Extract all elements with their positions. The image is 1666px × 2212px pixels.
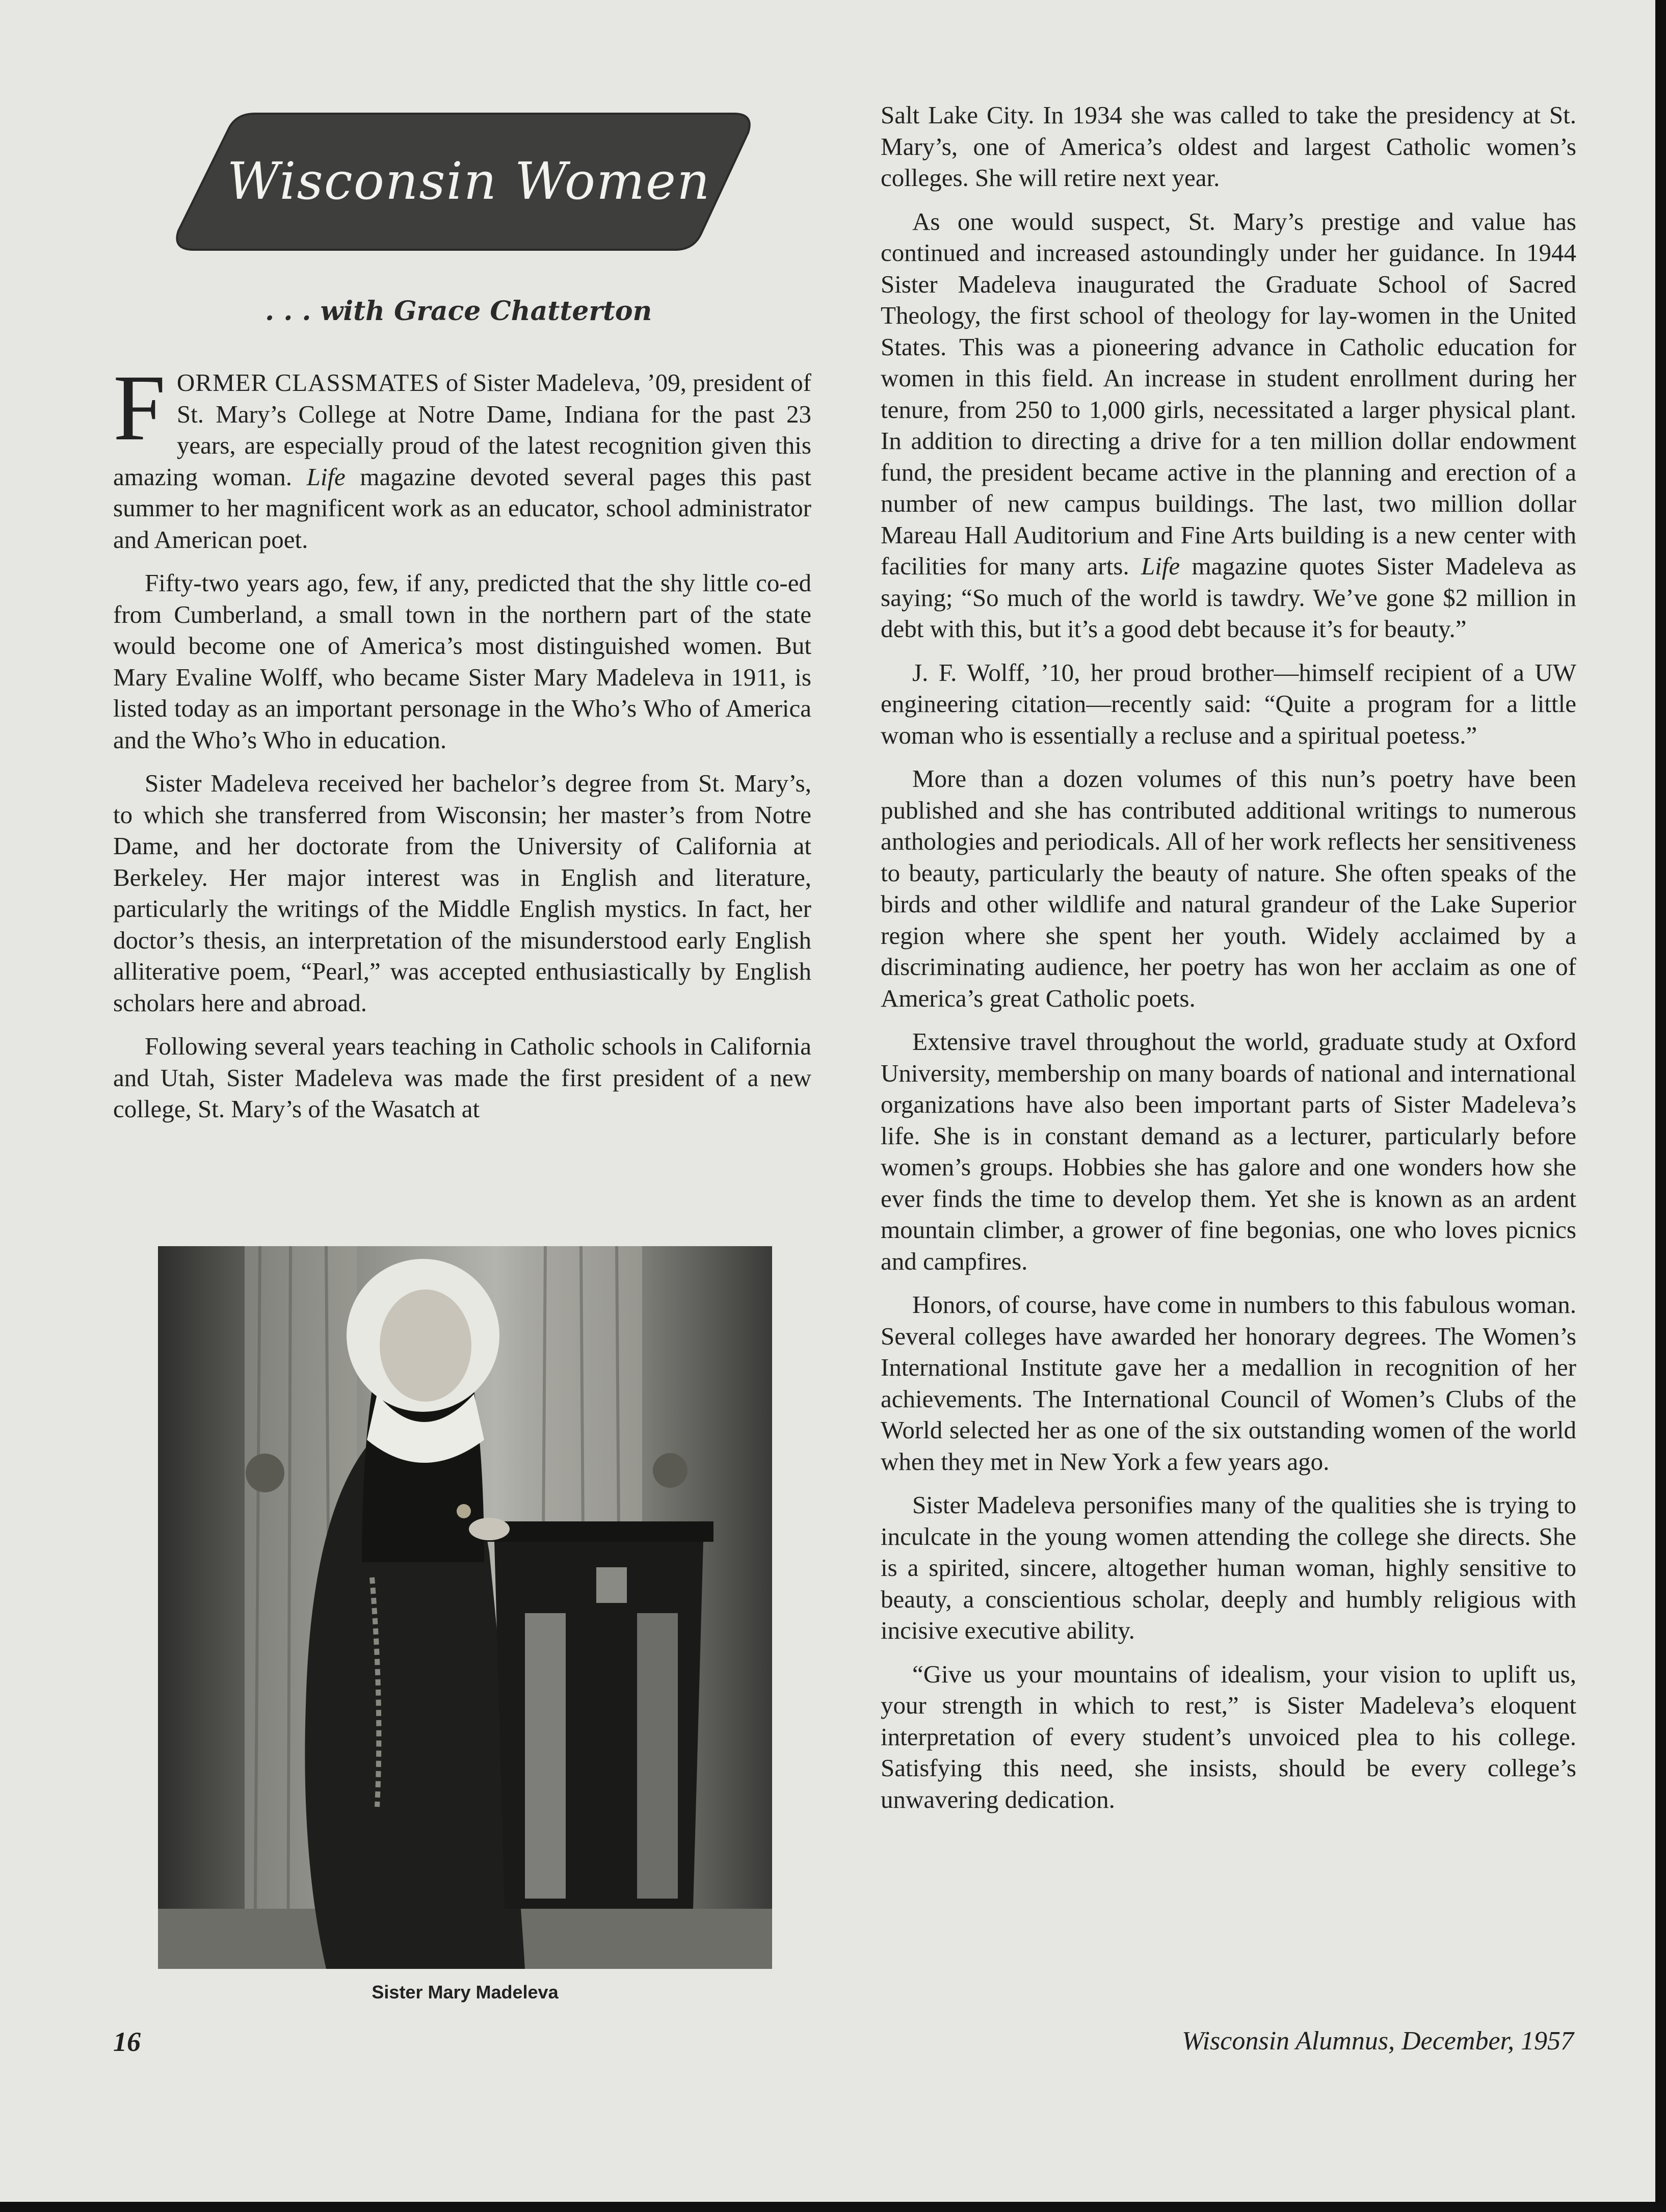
life-magazine: Life [306, 462, 346, 491]
paragraph-9: Extensive travel throughout the world, graduate study at Oxford University, membership on many boards of national and international organizations have also been important parts of Sister Madeleva’s life. She is in constant demand as a lecturer, particularly before women’s groups. Hobbies she has galore and one wonders how she ever finds the time to develop them. Yet she is known as an ardent mountain climber, a grower of fine begonias, one who loves picnics and campfires. [881, 1028, 1576, 1275]
paragraph-12: “Give us your mountains of idealism, your vision to uplift us, your strength in which to rest,” is Sister Madeleva’s eloquent interpretation of every student’s unvoiced plea to his college. Satisfying this need, she insists, should be every college’s unwavering dedication. [881, 1660, 1576, 1813]
title-banner [168, 104, 759, 257]
lead-in: ORMER CLASSMATES [176, 368, 440, 397]
paragraph-7: J. F. Wolff, ’10, her proud brother—himself recipient of a UW engineering citation—recently said: “Quite a program for a little woman who is essentially a recluse and a spiritual poetess.” [881, 658, 1576, 749]
paragraph-1 [113, 356, 811, 555]
page-number: 16 [113, 2026, 141, 2057]
paragraph-2: Fifty-two years ago, few, if any, predicted that the shy little co-ed from Cumberland, a small town in the northern part of the state would become one of America’s most distinguished women. But Mary Evaline Wolff, who became Sister Mary Madeleva in 1911, is listed today as an important personage in the Who’s Who of America and the Who’s Who in education. [113, 569, 811, 754]
photo-illustration [158, 1246, 772, 1969]
page-title: Wisconsin Women [227, 151, 711, 211]
paragraph-6-text-b: magazine quotes Sister Madeleva as saying; “So much of the world is tawdry. We’ve gone $2 million in debt with this, but it’s a good debt because it’s for beauty.” [881, 552, 1577, 643]
paragraph-1-text: of Sister Madeleva, ’09, president of St. Mary’s College at Notre Dame, Indiana for the past 23 years, are especially proud of the latest recognition given this amazing woman. [113, 368, 811, 491]
publication-footer: Wisconsin Alumnus, December, 1957 [1182, 2026, 1574, 2056]
paragraph-5: Salt Lake City. In 1934 she was called to take the presidency at St. Mary’s, one of America’s oldest and largest Catholic women’s colleges. She will retire next year. [881, 101, 1576, 192]
photo-caption: Sister Mary Madeleva [372, 1982, 559, 2003]
paragraph-4: Following several years teaching in Catholic schools in California and Utah, Sister Madeleva was made the first president of a new college, St. Mary’s of the Wasatch at [113, 1032, 811, 1123]
paragraph-6 [881, 206, 1576, 645]
life-magazine-2: Life [1141, 552, 1180, 580]
paragraph-1-text-b: magazine devoted several pages this past summer to her magnificent work as an educator, school administrator and American poet. [113, 462, 811, 554]
portrait-photo [158, 1246, 772, 1969]
paragraph-8: More than a dozen volumes of this nun’s poetry have been published and she has contributed additional writings to numerous anthologies and periodicals. All of her work reflects her sensitiveness to beauty, particularly the beauty of nature. She often speaks of the birds and other wildlife and natural grandeur of the Lake Superior region where she spent her youth. Widely acclaimed by a discriminating audience, her poetry has won her acclaim as one of America’s great Catholic poets. [881, 765, 1576, 1012]
scan-edge-right [1655, 0, 1666, 2212]
paragraph-6-text: As one would suspect, St. Mary’s prestige and value has continued and increased astoundingly under her guidance. In 1944 Sister Madeleva inaugurated the Graduate School of Sacred Theology, the first school of theology for lay-women in the United States. This was a pioneering advance in Catholic education for women in this field. An increase in student enrollment during her tenure, from 250 to 1,000 girls, necessitated a larger physical plant. In addition to directing a drive for a ten million dollar endowment fund, the president became active in the planning and erection of a number of new campus buildings. The last, two million dollar Mareau Hall Auditorium and Fine Arts building is a new center with facilities for many arts. [881, 207, 1576, 580]
right-column [881, 99, 1576, 1827]
byline: . . . with Grace Chatterton [265, 296, 652, 327]
paragraph-10: Honors, of course, have come in numbers to this fabulous woman. Several colleges have awarded her honorary degrees. The Women’s International Institute gave her a medallion in recognition of her achievements. The International Council of Women’s Clubs of the World selected her as one of the six outstanding women of the world when they met in New York a few years ago. [881, 1291, 1576, 1476]
left-column [113, 356, 811, 1137]
drop-cap: F [113, 356, 166, 460]
paragraph-3: Sister Madeleva received her bachelor’s degree from St. Mary’s, to which she transferred from Wisconsin; her master’s from Notre Dame, and her doctorate from the University of California at Berkeley. Her major interest was in English and literature, particularly the writings of the Middle English mystics. In fact, her doctor’s thesis, an interpretation of the misunderstood early English alliterative poem, “Pearl,” was accepted enthusiastically by English scholars here and abroad. [113, 769, 811, 1017]
scan-edge-bottom [0, 2202, 1666, 2212]
paragraph-11: Sister Madeleva personifies many of the qualities she is trying to inculcate in the young women attending the college she directs. She is a spirited, sincere, altogether human woman, highly sensitive to beauty, a conscientious scholar, deeply and humbly religious with incisive executive ability. [881, 1491, 1576, 1644]
